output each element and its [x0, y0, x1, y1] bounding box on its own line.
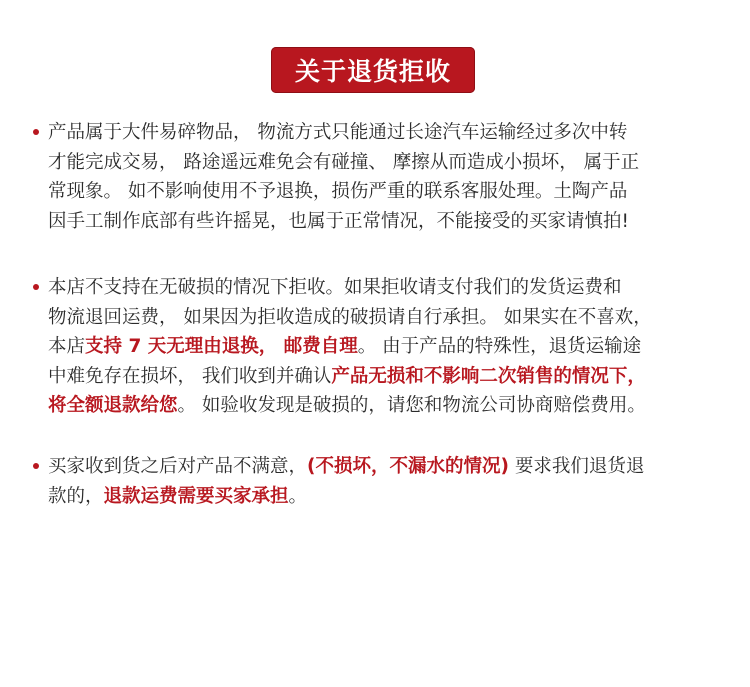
body-text: 。 如验收发现是破损的，请您和物流公司协商赔偿费用。 — [177, 395, 646, 416]
highlight-text: 将全额退款给您 — [48, 395, 178, 416]
body-text: 买家收到货之后对产品不满意， — [48, 456, 308, 477]
text-line — [30, 452, 730, 482]
highlight-text: (不损坏，不漏水的情况) — [307, 456, 509, 477]
text-line — [30, 362, 730, 392]
text-line — [30, 391, 730, 421]
body-text: 款的， — [48, 485, 104, 507]
text-line — [30, 118, 730, 148]
bullet-icon — [33, 284, 39, 290]
body-text: 才能完成交易， 路途遥远难免会有碰撞、 摩擦从而造成小损坏， 属于正 — [48, 151, 640, 173]
body-text: 常现象。 如不影响使用不予退换，损伤严重的联系客服处理。土陶产品 — [48, 181, 628, 202]
body-text: 产品属于大件易碎物品， 物流方式只能通过长途汽车运输经过多次中转 — [48, 122, 628, 143]
policy-section-refusal — [30, 273, 730, 421]
body-text: 要求我们退货退 — [508, 456, 645, 477]
text-line — [30, 273, 730, 303]
body-text: 本店 — [48, 336, 86, 357]
policy-section-fragile-goods — [30, 118, 730, 236]
policy-section-return-refund — [30, 452, 730, 511]
bullet-icon — [33, 463, 39, 469]
body-text: 因手工制作底部有些许摇晃，也属于正常情况，不能接受的买家请慎拍! — [48, 210, 629, 232]
body-text: 本店不支持在无破损的情况下拒收。如果拒收请支付我们的发货运费和 — [48, 277, 622, 298]
body-text: 物流退回运费， 如果因为拒收造成的破损请自行承担。 如果实在不喜欢， — [48, 306, 652, 328]
text-line — [30, 482, 730, 512]
body-text: 。 由于产品的特殊性，退货运输途 — [357, 336, 642, 357]
highlight-text: 产品无损和不影响二次销售的情况下， — [331, 365, 646, 387]
body-text: 中难免存在损坏， 我们收到并确认 — [48, 365, 332, 387]
bullet-icon — [33, 129, 39, 135]
body-text: 。 — [288, 485, 308, 507]
highlight-text: 支持 7 天无理由退换， 邮费自理 — [85, 336, 358, 357]
page-title: 关于退货拒收 — [271, 47, 475, 93]
text-line — [30, 207, 730, 237]
text-line — [30, 303, 730, 333]
text-line — [30, 332, 730, 362]
text-line — [30, 148, 730, 178]
text-line — [30, 177, 730, 207]
highlight-text: 退款运费需要买家承担 — [103, 485, 289, 507]
